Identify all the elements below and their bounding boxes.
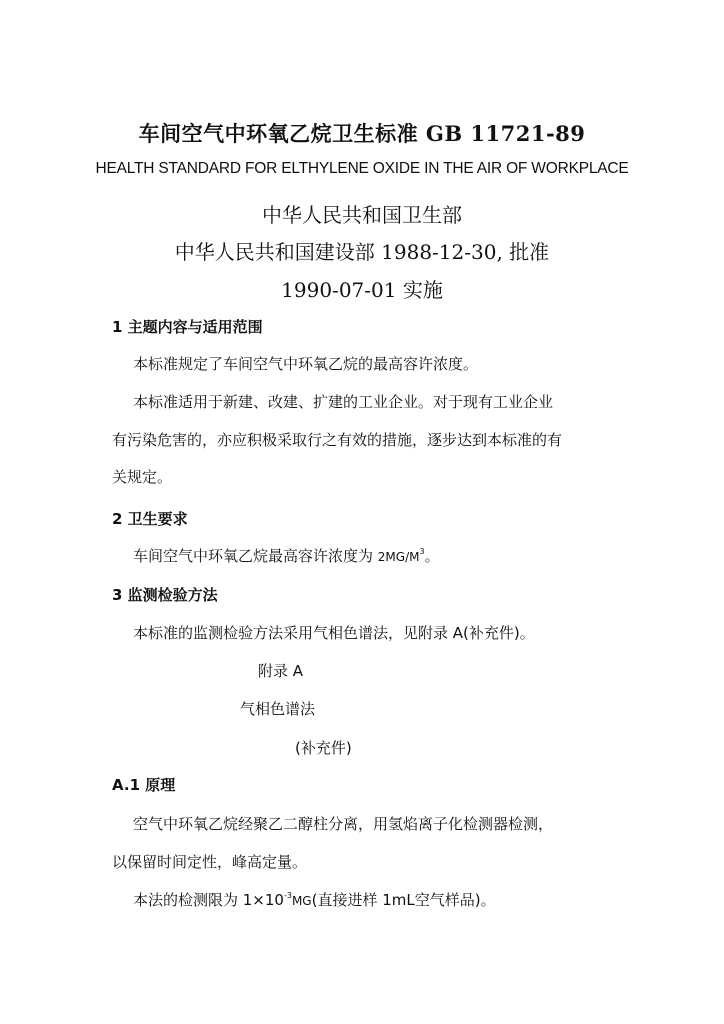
unit-exponent: 3 bbox=[419, 547, 425, 556]
section-a1-heading: A.1 原理 bbox=[112, 776, 176, 794]
section-2-text: 车间空气中环氧乙烷最高容许浓度为 bbox=[133, 547, 378, 565]
section-1-paragraph: 关规定。 bbox=[112, 468, 173, 486]
detection-limit-exponent: -3 bbox=[283, 891, 292, 900]
section-1-heading: 1 主题内容与适用范围 bbox=[112, 318, 263, 336]
appendix-name: 气相色谱法 bbox=[240, 700, 316, 718]
section-1-paragraph: 有污染危害的，亦应积极采取行之有效的措施，逐步达到本标准的有 bbox=[112, 431, 563, 449]
detection-limit-text-end: (直接进样 1mL空气样品)。 bbox=[311, 891, 496, 909]
issuer-ministry-construction: 中华人民共和国建设部 1988-12-30, 批准 bbox=[174, 240, 550, 264]
section-a1-paragraph bbox=[133, 889, 496, 910]
document-title: 车间空气中环氧乙烷卫生标准 GB 11721-89 bbox=[138, 121, 586, 146]
concentration-unit: 2MG/M bbox=[377, 550, 420, 564]
section-a1-paragraph: 空气中环氧乙烷经聚乙二醇柱分离，用氢焰离子化检测器检测， bbox=[133, 815, 554, 833]
section-1-paragraph: 本标准适用于新建、改建、扩建的工业企业。对于现有工业企业 bbox=[133, 393, 554, 411]
appendix-note: (补充件) bbox=[295, 739, 352, 757]
section-1-paragraph: 本标准规定了车间空气中环氧乙烷的最高容许浓度。 bbox=[133, 355, 479, 373]
issuer-ministry-health: 中华人民共和国卫生部 bbox=[262, 203, 462, 227]
detection-limit-unit: MG bbox=[291, 894, 312, 908]
effective-date: 1990-07-01 实施 bbox=[281, 278, 443, 302]
section-2-paragraph bbox=[133, 545, 440, 566]
section-2-heading: 2 卫生要求 bbox=[112, 510, 188, 528]
section-3-paragraph: 本标准的监测检验方法采用气相色谱法，见附录 A(补充件)。 bbox=[133, 624, 535, 642]
section-a1-paragraph: 以保留时间定性，峰高定量。 bbox=[112, 853, 308, 871]
document-subtitle: HEALTH STANDARD FOR ELTHYLENE OXIDE IN THE AIR OF WORKPLACE bbox=[95, 160, 629, 177]
appendix-label: 附录 A bbox=[258, 662, 304, 680]
detection-limit-text: 本法的检测限为 1×10 bbox=[133, 891, 284, 909]
section-3-heading: 3 监测检验方法 bbox=[112, 586, 218, 604]
section-2-text-end: 。 bbox=[424, 547, 440, 565]
